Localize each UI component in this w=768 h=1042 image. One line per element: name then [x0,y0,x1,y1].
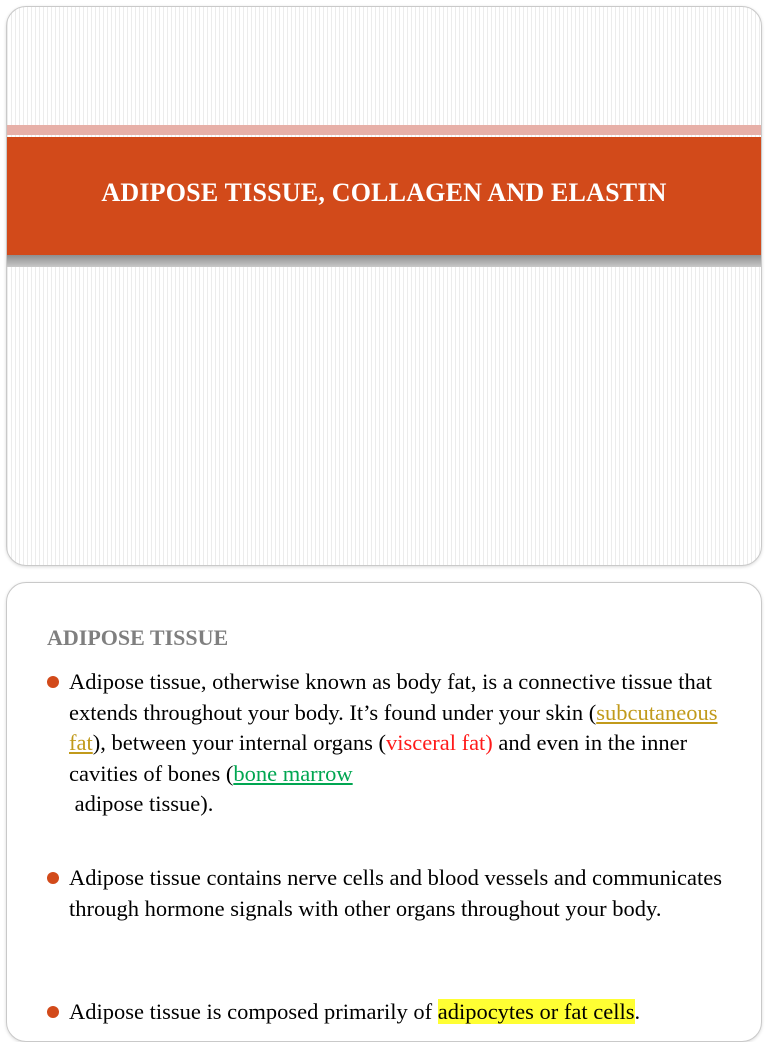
bullet1-text-d: adipose tissue). [74,791,214,816]
subcutaneous-fat-link[interactable]: subcutaneous fat [69,699,718,755]
section-heading: ADIPOSE TISSUE [47,625,229,650]
bullet-item-2 [47,863,727,924]
content-slide [6,582,762,1042]
bullet-text-3 [69,997,727,1028]
bullet3-text-a: Adipose tissue is composed primarily of [69,999,438,1024]
title-band [7,137,761,255]
title-top-rule [7,125,761,135]
adipocytes-highlight: adipocytes or fat cells [437,999,635,1024]
bullet-text-1 [69,667,727,820]
bullet3-text-b: . [634,999,641,1024]
bone-marrow-link[interactable]: bone marrow [233,760,353,786]
bullet-dot-icon [47,676,59,688]
bullet-item-3 [47,997,727,1028]
slide-title: ADIPOSE TISSUE, COLLAGEN AND ELASTIN [101,178,667,207]
bullet1-text-b: ), between your internal organs ( [92,730,386,755]
visceral-fat-text: visceral fat) [385,730,493,755]
bullet-item-1 [47,667,727,820]
bullet1-text-c: and even in the inner cavities of bones ( [69,730,688,786]
bullet-text-2: Adipose tissue contains nerve cells and blood vessels and communicates through hormone signals with other organs throughout your body. [69,865,722,921]
bullet1-text-a: Adipose tissue, otherwise known as body fat, is a connective tissue that extends throughout your body. It’s found under your skin ( [69,669,712,725]
title-bottom-rule [7,255,761,267]
bullet-dot-icon [47,872,59,884]
bullet-dot-icon [47,1006,59,1018]
title-slide [6,6,762,566]
